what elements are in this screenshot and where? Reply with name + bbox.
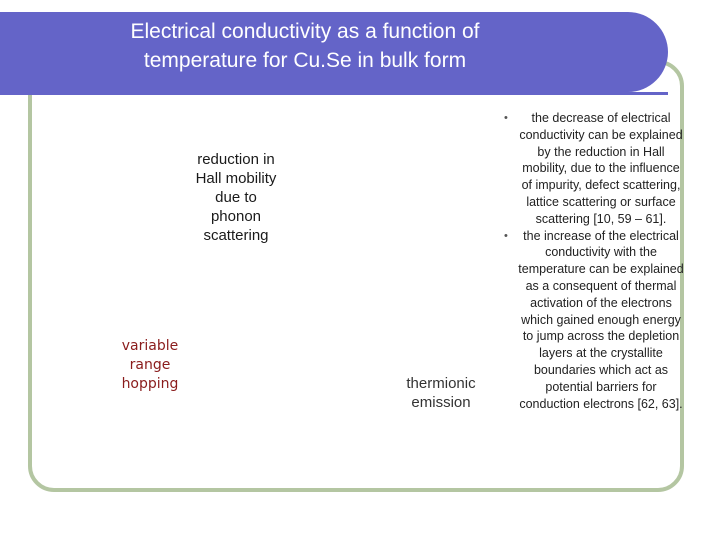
thermionic-label-line: emission (411, 394, 471, 411)
hall-label-line: phonon (210, 208, 262, 225)
explanation-bullets (500, 110, 686, 412)
thermionic-label-line: thermionic (406, 375, 476, 392)
hall-label-line: reduction in (197, 151, 275, 168)
title-rule (0, 92, 668, 95)
vrh-label-line: range (129, 357, 171, 373)
hall-label-line: scattering (203, 227, 269, 244)
bullet-text: the increase of the electrical conductivity with the temperature can be explained as a consequent of thermal activation of the electrons which gained enough energy to jump across the depletion layers at the crystallite boundaries which act as potential barriers for conduction electrons [62, 63]. (518, 228, 684, 411)
bullet-dot-icon: • (504, 112, 508, 124)
hall-label-line: Hall mobility (195, 170, 277, 187)
variable-range-hopping-label (104, 337, 196, 394)
thermionic-emission-label (386, 374, 496, 412)
hall-mobility-label (168, 150, 304, 245)
title-line-1: Electrical conductivity as a function of (130, 20, 480, 43)
bullet-dot-icon: • (504, 229, 508, 242)
hall-label-line: due to (215, 189, 257, 206)
vrh-label-line: hopping (121, 376, 179, 392)
bullet-item (500, 110, 686, 228)
slide-title (0, 17, 610, 75)
vrh-label-line: variable (121, 338, 179, 354)
bullet-text: the decrease of electrical conductivity can be explained by the reduction in Hall mobility, due to the influence of impurity, defect scattering, lattice scattering or surface scattering [10, 59 – 61]. (519, 111, 683, 226)
title-line-2: temperature for Cu.Se in bulk form (143, 49, 467, 72)
bullet-item (500, 228, 686, 413)
